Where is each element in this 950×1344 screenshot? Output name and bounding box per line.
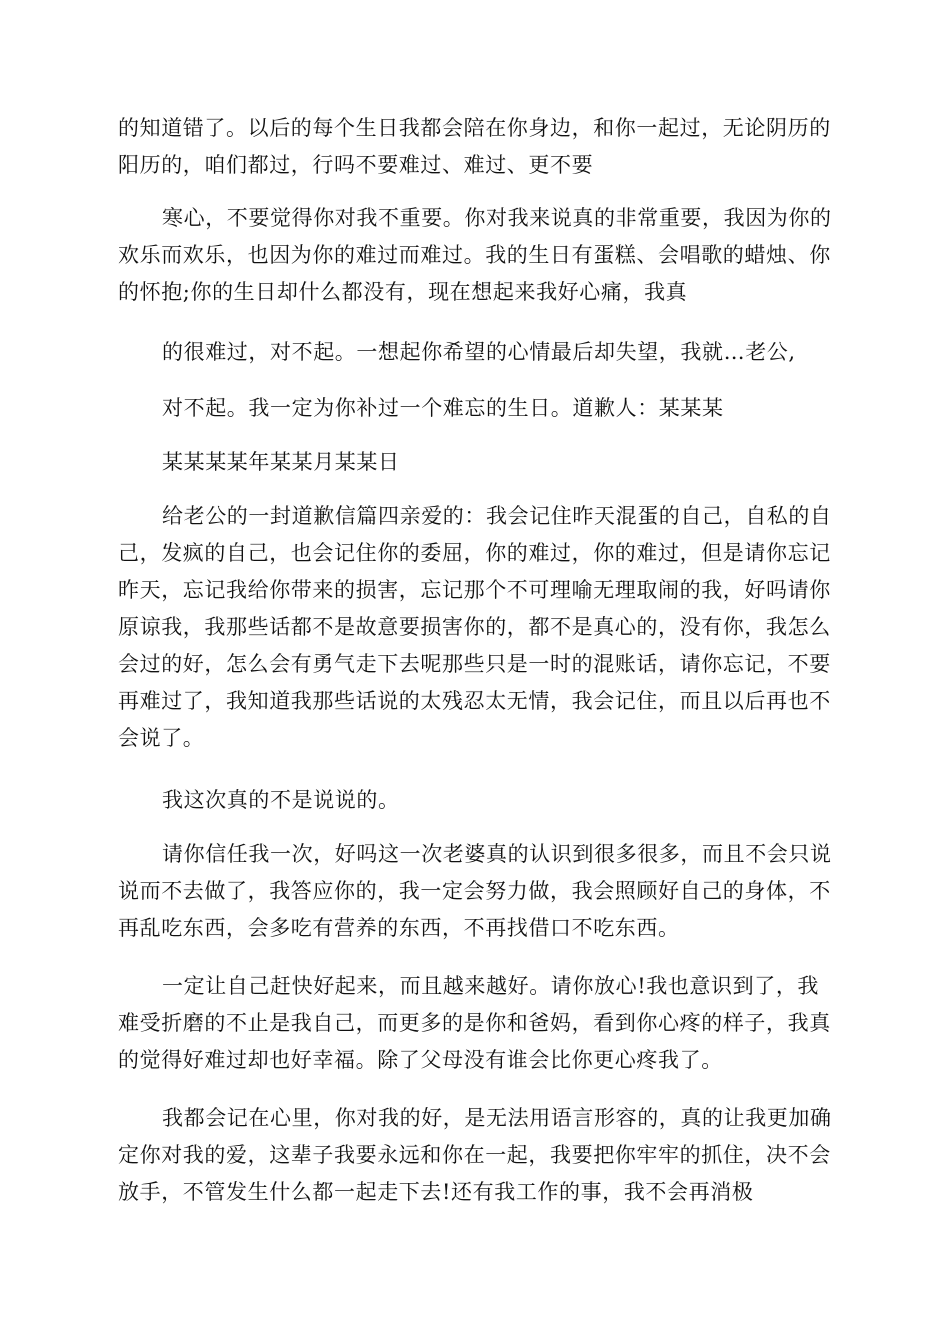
paragraph-3: 的很难过，对不起。一想起你希望的心情最后却失望，我就…老公, [162,340,796,364]
paragraph-10: 我都会记在心里，你对我的好，是无法用语言形容的，真的让我更加确定你对我的爱，这辈子我要永远和你在一起，我要把你牢牢的抓住，决不会放手，不管发生什么都一起走下去!还有我工作的事，我不会再消极 [118,1106,832,1204]
paragraph-7: 我这次真的不是说说的。 [162,788,400,812]
paragraph-6: 给老公的一封道歉信篇四亲爱的：我会记住昨天混蛋的自己，自私的自己，发疯的自己，也会记住你的委屈，你的难过，你的难过，但是请你忘记昨天，忘记我给你带来的损害，忘记那个不可理喻无理取闹的我，好吗请你原谅我，我那些话都不是故意要损害你的，都不是真心的，没有你，我怎么会过的好，怎么会有勇气走下去呢那些只是一时的混账话，请你忘记，不要再难过了，我知道我那些话说的太残忍太无情，我会记住，而且以后再也不会说了。 [118,504,832,750]
paragraph-5: 某某某某年某某月某某日 [162,450,400,474]
paragraph-8: 请你信任我一次，好吗这一次老婆真的认识到很多很多，而且不会只说说而不去做了，我答应你的，我一定会努力做，我会照顾好自己的身体，不再乱吃东西，会多吃有营养的东西，不再找借口不吃东西。 [118,842,832,940]
paragraph-2: 寒心，不要觉得你对我不重要。你对我来说真的非常重要，我因为你的欢乐而欢乐，也因为你的难过而难过。我的生日有蛋糕、会唱歌的蜡烛、你的怀抱;你的生日却什么都没有，现在想起来我好心痛，我真 [118,206,832,304]
paragraph-9: 一定让自己赶快好起来，而且越来越好。请你放心!我也意识到了，我难受折磨的不止是我自己，而更多的是你和爸妈，看到你心疼的样子，我真的觉得好难过却也好幸福。除了父母没有谁会比你更心疼我了。 [118,974,831,1072]
paragraph-4: 对不起。我一定为你补过一个难忘的生日。道歉人：某某某 [162,396,724,420]
paragraph-1: 的知道错了。以后的每个生日我都会陪在你身边，和你一起过，无论阴历的阳历的，咱们都过，行吗不要难过、难过、更不要 [118,116,831,177]
